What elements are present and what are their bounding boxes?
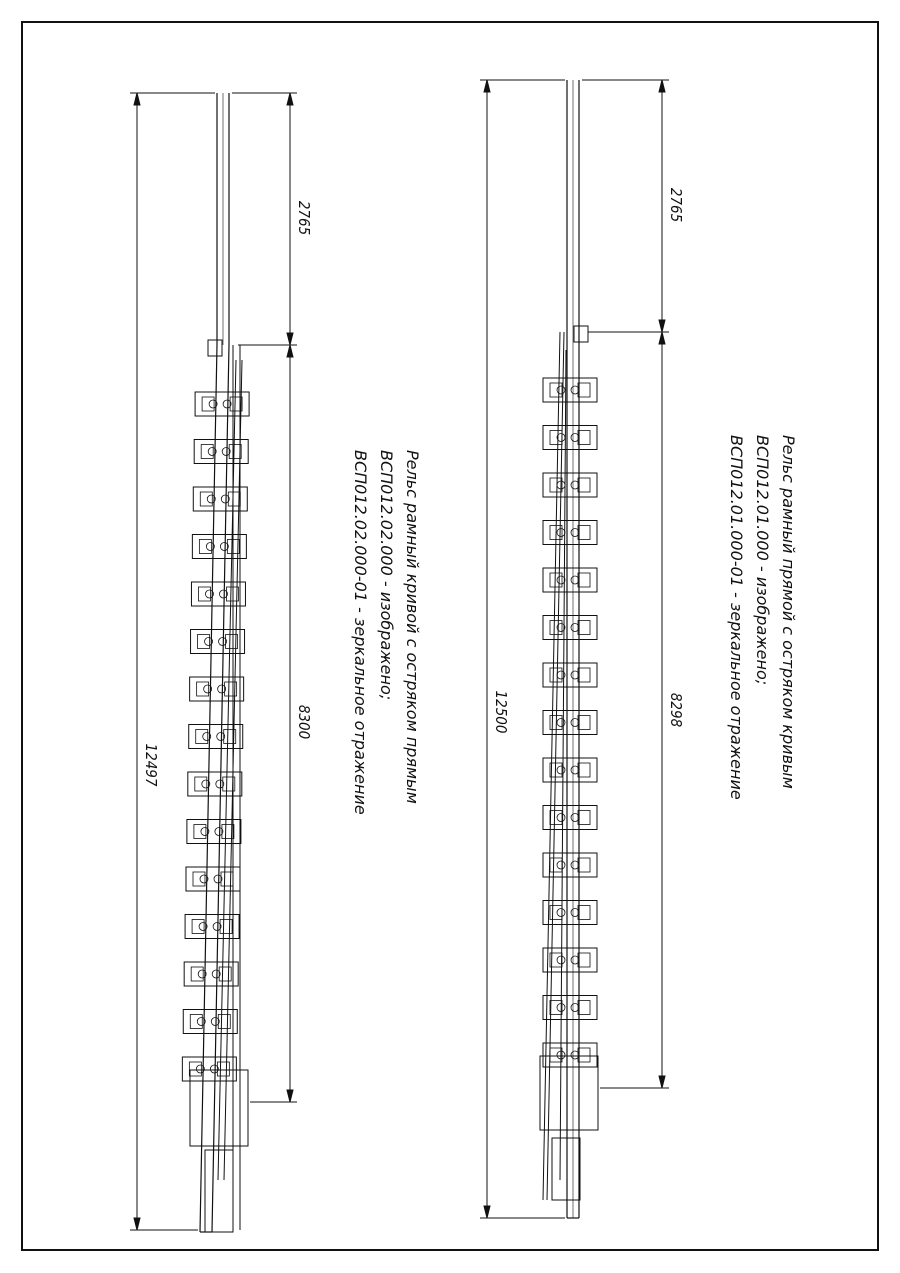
right-tie-plate: [543, 711, 597, 735]
right-note-line-2: ВСП012.01.000 - изображено;: [753, 435, 772, 686]
right-top-dimension-label: 2765: [667, 187, 685, 223]
left-heel-block: [205, 1150, 233, 1232]
right-note-line-1: Рельс рамный прямой с остряком кривым: [779, 435, 798, 789]
left-blade-tip-block: [208, 340, 222, 356]
left-tie-plate: [185, 915, 239, 939]
left-top-dimension: [232, 93, 297, 345]
right-middle-dimension-label: 8298: [667, 692, 685, 728]
right-tie-plate: [543, 378, 597, 402]
right-tie-plates: [543, 378, 597, 1067]
right-middle-dimension: [600, 332, 669, 1088]
left-stock-rail: [200, 93, 229, 1232]
right-tie-plate: [543, 1043, 597, 1067]
right-overall-dimension-label: 12500: [492, 690, 510, 734]
right-tie-plate: [543, 426, 597, 450]
left-tie-plate: [190, 677, 244, 701]
right-overall-dimension: [480, 80, 565, 1218]
right-tie-plate: [543, 853, 597, 877]
right-tie-plate: [543, 901, 597, 925]
right-heel-block: [552, 1138, 580, 1200]
left-note-line-3: ВСП012.02.000-01 - зеркальное отражение: [351, 450, 370, 815]
right-tie-plate: [543, 521, 597, 545]
left-rail-assembly: [130, 93, 422, 1232]
left-middle-dimension: [250, 345, 297, 1102]
left-tie-plate: [189, 725, 243, 749]
left-top-dimension-label: 2765: [295, 200, 313, 236]
left-tie-plate: [186, 867, 240, 891]
left-tie-plate: [188, 772, 242, 796]
left-tie-plate: [184, 962, 238, 986]
left-overall-dimension-label: 12497: [142, 743, 160, 787]
left-note-line-2: ВСП012.02.000 - изображено;: [377, 450, 396, 701]
sheet-frame: [22, 22, 878, 1250]
right-note-line-3: ВСП012.01.000-01 - зеркальное отражение: [727, 435, 746, 800]
right-tie-plate: [543, 473, 597, 497]
left-note-line-1: Рельс рамный кривой с остряком прямым: [403, 450, 422, 804]
right-tie-plate: [543, 616, 597, 640]
left-overall-dimension: [130, 93, 215, 1230]
right-stock-rail: [567, 80, 579, 1218]
right-top-dimension: [582, 80, 669, 332]
right-rail-assembly: [480, 80, 798, 1218]
right-tie-plate: [543, 663, 597, 687]
left-tie-plate: [183, 1010, 237, 1034]
left-middle-dimension-label: 8300: [295, 704, 313, 740]
right-tie-plate: [543, 568, 597, 592]
right-blade-tip-block: [574, 326, 588, 342]
